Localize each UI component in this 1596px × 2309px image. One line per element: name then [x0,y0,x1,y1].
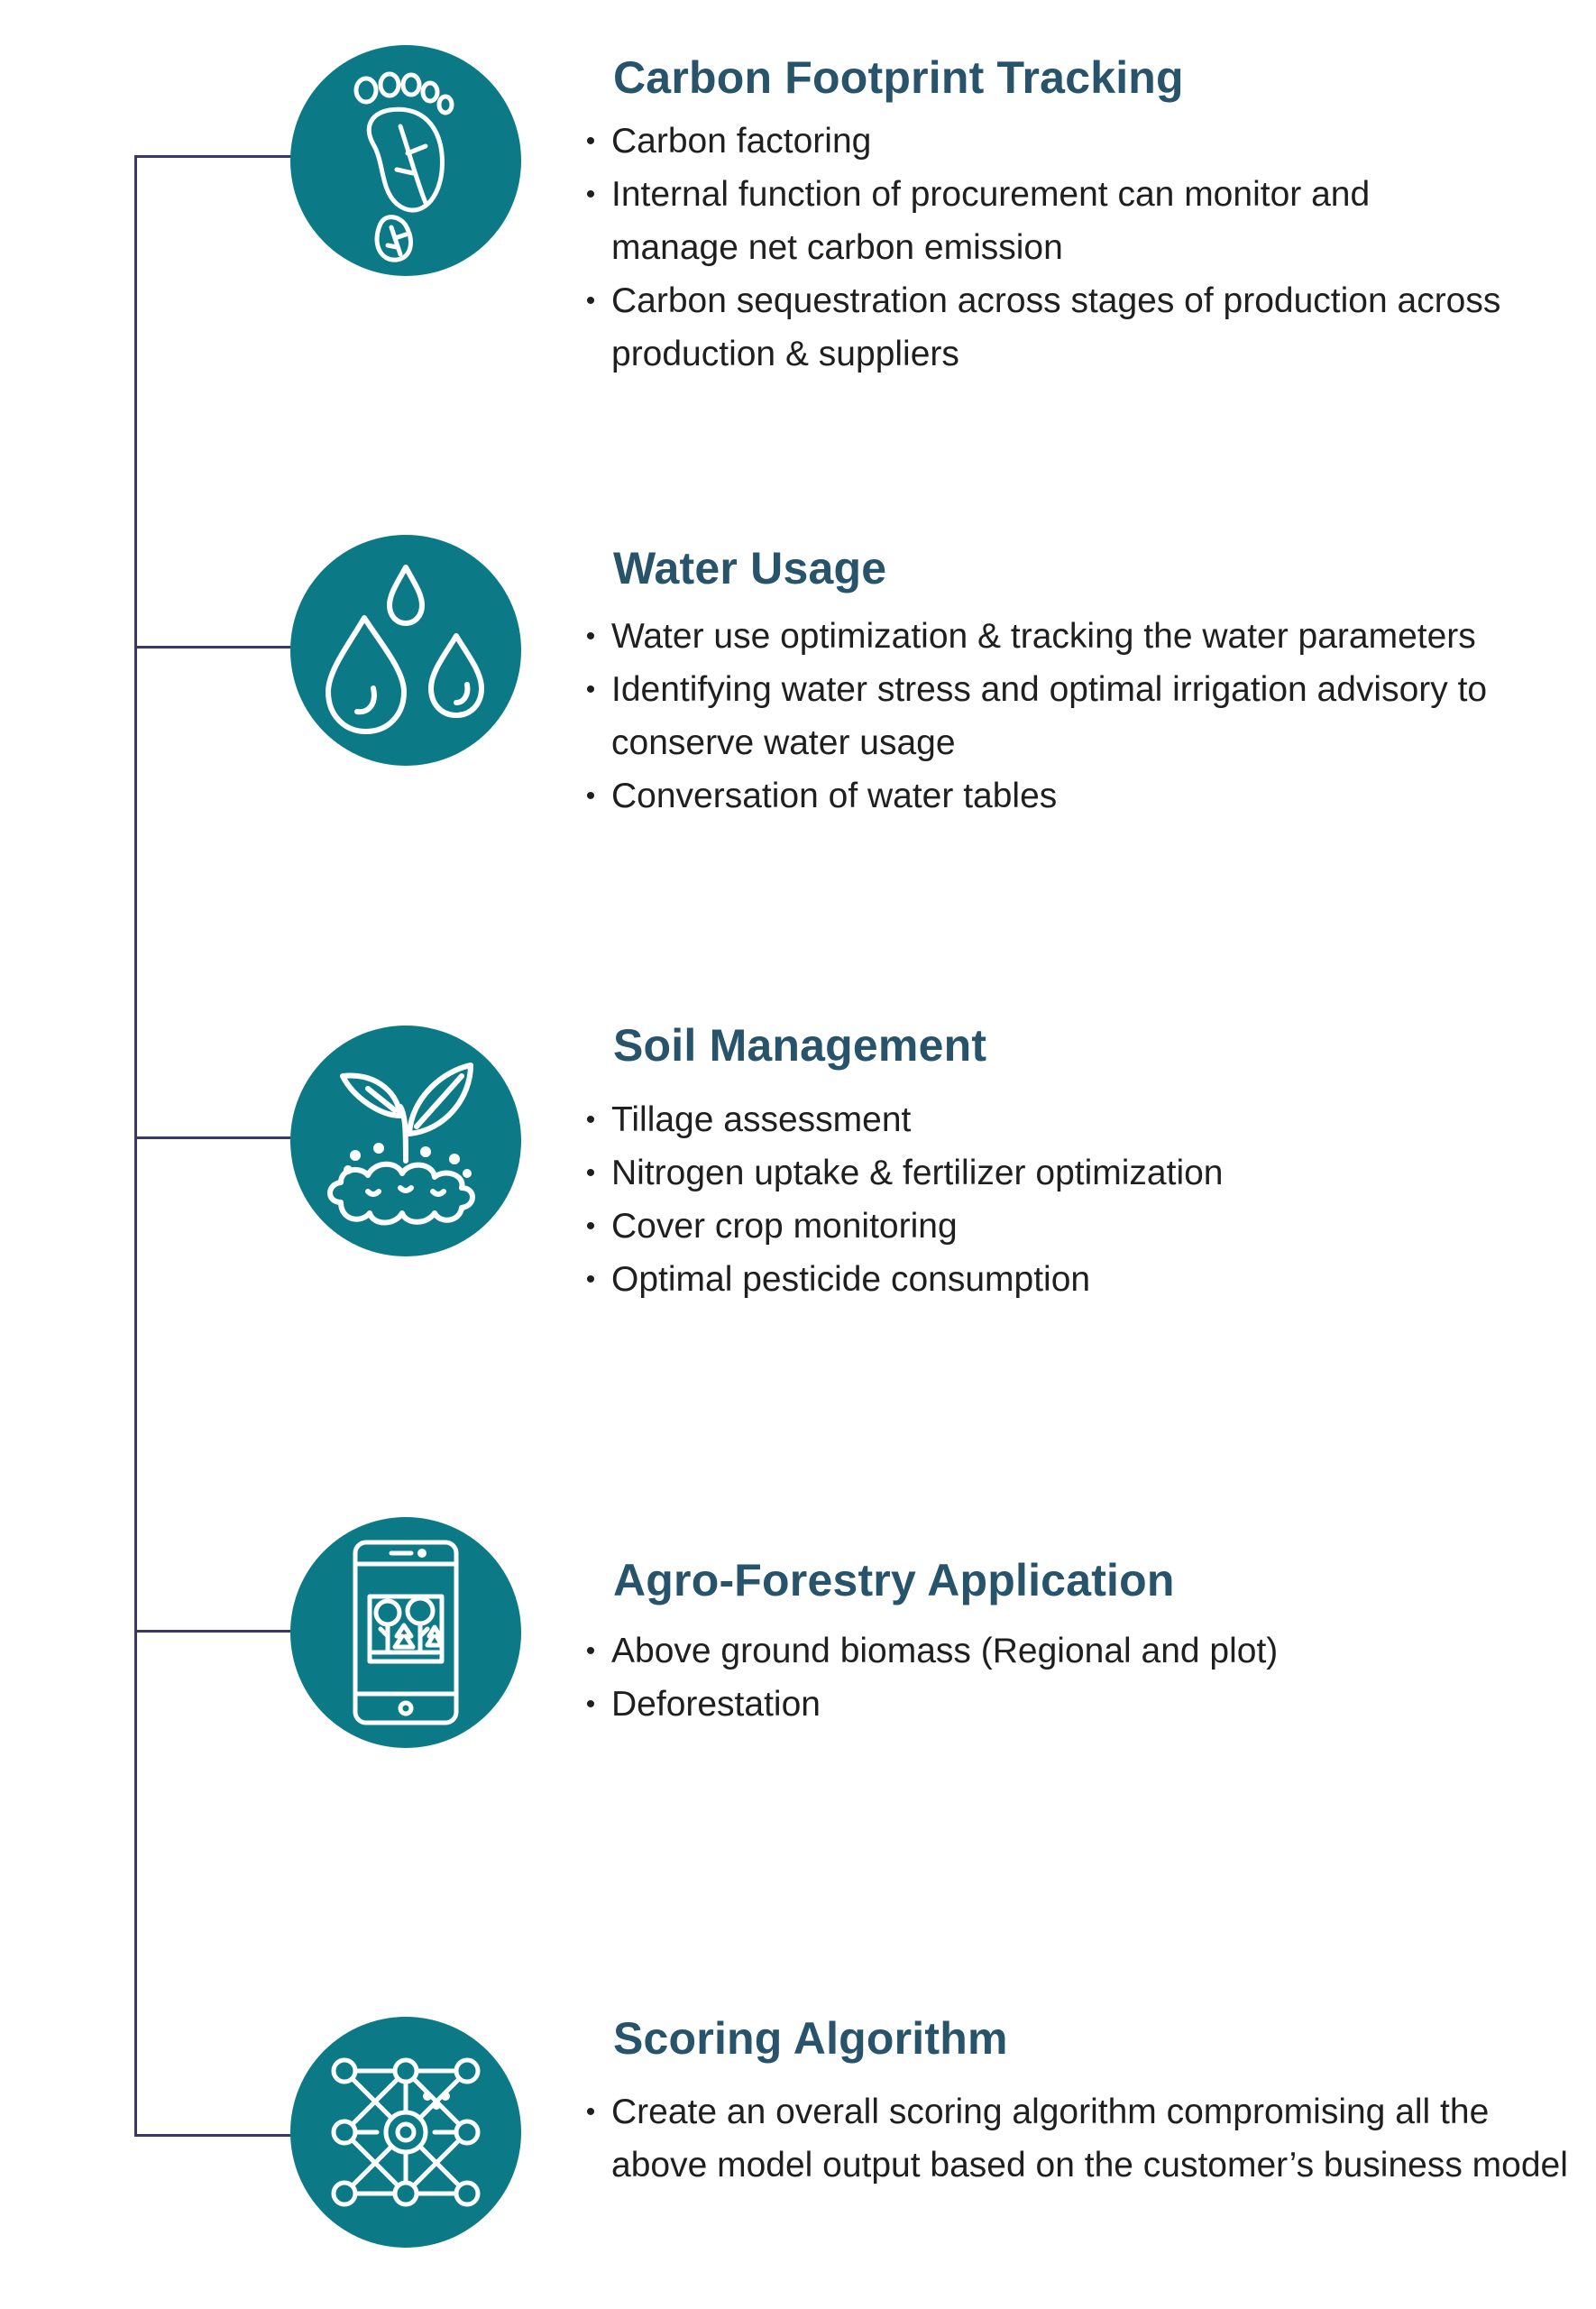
list-item: • Create an overall scoring algorithm compromising all the above model output based on the customer’s business model [582,2085,1590,2192]
neural-network-icon [290,2017,521,2248]
bullet-icon: • [585,1265,596,1294]
bullet-icon: • [585,126,596,156]
section-title-agro: Agro-Forestry Application [613,1555,1175,1605]
bullet-icon: • [585,286,596,316]
list-item: • Nitrogen uptake & fertilizer optimization [582,1146,1585,1200]
bullet-list-agro [582,1624,1585,1731]
phone-trees-icon [290,1517,521,1748]
list-item: • Above ground biomass (Regional and plot) [582,1624,1585,1678]
list-item: • Tillage assessment [582,1093,1585,1146]
branch-line-water [134,646,292,649]
section-title-scoring: Scoring Algorithm [613,2013,1008,2064]
bullet-icon: • [585,2097,596,2127]
section-title-soil: Soil Management [613,1020,987,1071]
list-item: • Deforestation [582,1678,1585,1731]
list-item: • Water use optimization & tracking the water parameters [582,610,1585,663]
bullet-list-scoring [582,2085,1590,2192]
bullet-icon: • [585,1105,596,1135]
branch-line-scoring [134,2134,292,2137]
list-item: • Carbon factoring [582,115,1585,168]
list-item: • Identifying water stress and optimal irrigation advisory to conserve water usage [582,663,1558,769]
footprint-leaf-icon [290,45,521,276]
sprout-soil-icon [290,1026,521,1256]
bullet-list-water [582,610,1585,823]
bullet-icon: • [585,675,596,704]
branch-line-agro [134,1630,292,1633]
list-item: • Carbon sequestration across stages of production across production & suppliers [582,274,1513,381]
bullet-icon: • [585,1211,596,1241]
list-item: • Optimal pesticide consumption [582,1253,1585,1306]
bullet-icon: • [585,1636,596,1666]
bullet-icon: • [585,621,596,651]
section-title-water: Water Usage [613,543,887,593]
branch-line-soil [134,1136,292,1139]
list-item: • Internal function of procurement can monitor and manage net carbon emission [582,168,1504,274]
branch-line-carbon [134,155,292,158]
bullet-list-carbon [582,115,1585,381]
list-item: • Cover crop monitoring [582,1200,1585,1253]
bullet-list-soil [582,1093,1585,1306]
section-title-carbon: Carbon Footprint Tracking [613,52,1184,103]
bullet-icon: • [585,781,596,811]
water-drops-icon [290,535,521,766]
timeline-connector [134,156,137,2136]
bullet-icon: • [585,1689,596,1719]
bullet-icon: • [585,1158,596,1188]
list-item: • Conversation of water tables [582,769,1585,823]
bullet-icon: • [585,179,596,209]
